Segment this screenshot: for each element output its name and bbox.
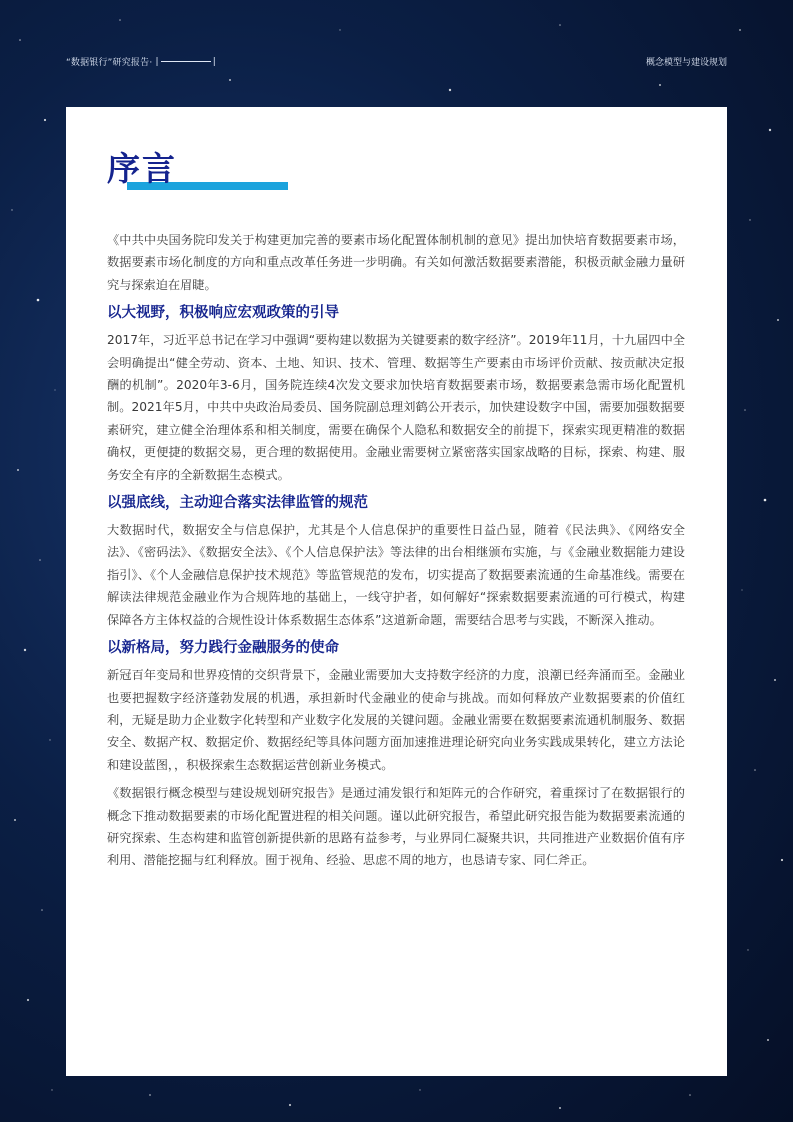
running-header-right: 概念模型与建设规划	[645, 58, 727, 68]
running-header-left	[66, 55, 216, 68]
closing-paragraph: 《数据银行概念模型与建设规划研究报告》是通过浦发银行和矩阵元的合作研究，着重探讨了在数据银行的概念下推动数据要素的市场化配置进程的相关问题。谨以此研究报告，希望此研究报告能为数据要素流通的研究探索、生态构建和监管创新提供新的思路有益参考，与业界同仁凝聚共识，共同推进产业数据价值有序利用、潜能挖掘与红利释放。囿于视角、经验、思虑不周的地方，也恳请专家、同仁斧正。	[107, 786, 685, 868]
section-paragraph: 大数据时代，数据安全与信息保护，尤其是个人信息保护的重要性日益凸显，随着《民法典》、《网络安全法》、《密码法》、《数据安全法》、《个人信息保护法》等法律的出台相继颁布实施，与《金融业数据能力建设指引》、《个人金融信息保护技术规范》等监管规范的发布，切实提高了数据要素流通的生命基准线。需要在解读法律规范金融业作为合规阵地的基础上，一线守护者，如何解好“探索数据要素流通的可行模式，构建保障各方主体权益的合规性设计体系数据生态体系”这道新命题，需要结合思考与实践，不断深入推动。	[107, 523, 685, 627]
page-title: 序言	[107, 149, 177, 188]
report-name: “数据银行”研究报告·	[66, 58, 153, 68]
section-paragraph: 2017年，习近平总书记在学习中强调“要构建以数据为关键要素的数字经济”。2019年11月，十九届四中全会明确提出“健全劳动、资本、土地、知识、技术、管理、数据等生产要素由市场评价贡献、按贡献决定报酬的机制”。2020年3-6月，国务院连续4次发文要求加快培育数据要素市场，数据要素急需市场化配置机制。2021年5月，中共中央政治局委员、国务院副总理刘鹤公开表示，加快建设数字中国，需要加强数据要素研究，建立健全治理体系和相关制度，需要在确保个人隐私和数据安全的前提下，探索实现更精准的数据确权，更便捷的数据交易，更合理的数据使用。金融业需要树立紧密落实国家战略的目标，探索、构建、服务安全有序的全新数据生态模式。	[107, 333, 685, 482]
intro-paragraph: 《中共中央国务院印发关于构建更加完善的要素市场化配置体制机制的意见》提出加快培育数据要素市场，数据要素市场化制度的方向和重点改革任务进一步明确。有关如何激活数据要素潜能，积极贡献金融力量研究与探索迫在眉睫。	[107, 233, 685, 292]
header-rule	[161, 61, 211, 62]
content-page	[66, 107, 727, 1076]
title-block	[107, 147, 177, 191]
section-heading-financial-mission: 以新格局，努力践行金融服务的使命	[107, 640, 339, 657]
header-separator: |	[212, 56, 216, 67]
section-heading-macro-policy: 以大视野，积极响应宏观政策的引导	[107, 305, 339, 322]
section-heading-legal-regulation: 以强底线，主动迎合落实法律监管的规范	[107, 495, 368, 512]
body-content	[107, 229, 685, 878]
section-paragraph: 新冠百年变局和世界疫情的交织背景下，金融业需要加大支持数字经济的力度，浪潮已经奔涌而至。金融业也要把握数字经济蓬勃发展的机遇，承担新时代金融业的使命与挑战。而如何释放产业数据要素的价值红利，无疑是助力企业数字化转型和产业数字化发展的关键问题。金融业需要在数据要素流通机制服务、数据安全、数据产权、数据定价、数据经纪等具体问题方面加速推进理论研究向业务实践成果转化，建立方法论和建设蓝图，，积极探索生态数据运营创新业务模式。	[107, 668, 685, 772]
header-separator: |	[152, 56, 159, 67]
